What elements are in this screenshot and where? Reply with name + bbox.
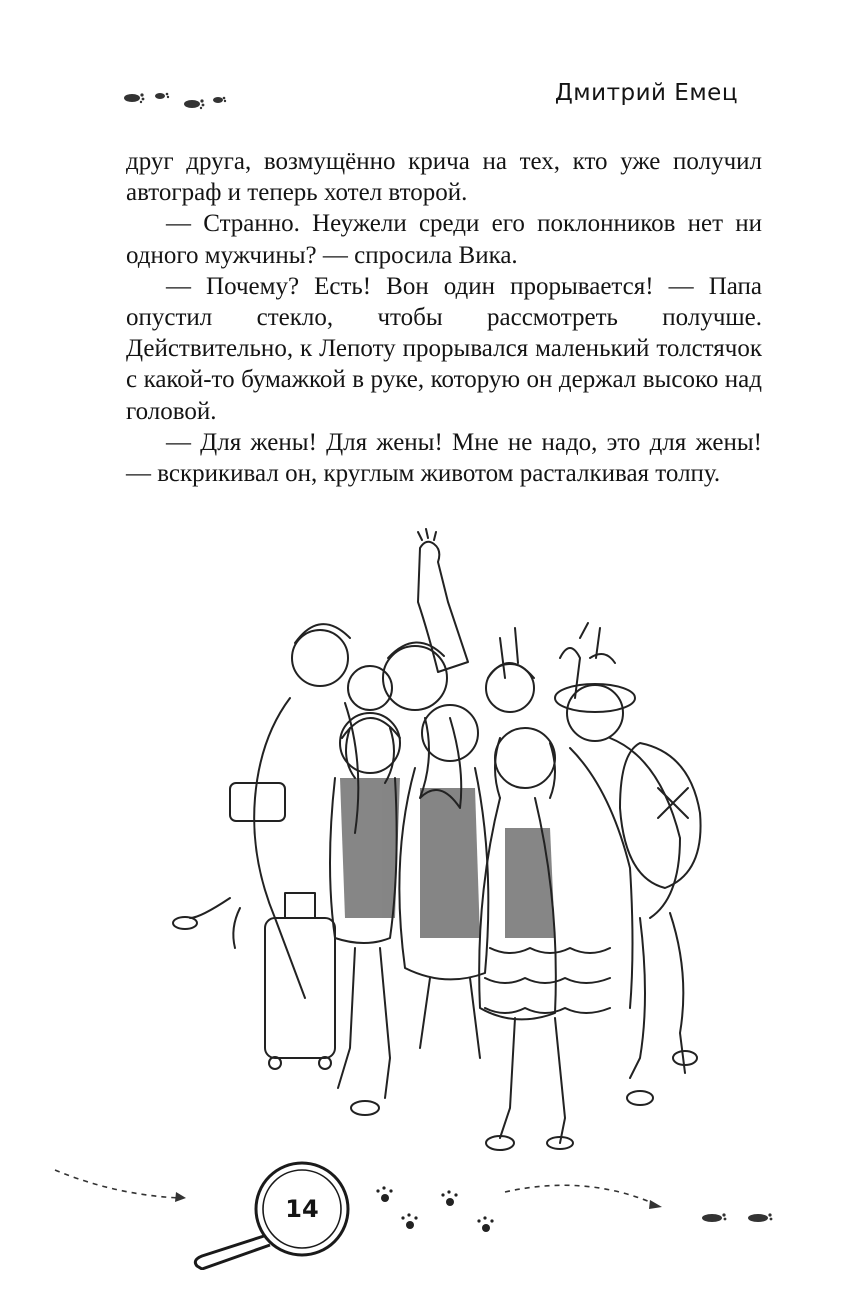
footprints-icon [702,1213,772,1222]
paw-prints-icon [376,1186,493,1232]
paragraph: друг друга, возмущённо крича на тех, кто уже получил автограф и теперь хотел второй. [126,148,762,207]
crowd-sketch-icon [170,528,770,1168]
dashed-arrow-icon [55,1170,180,1198]
paragraph: — Странно. Неужели среди его поклонников нет ни одного мужчины? — спросила Вика. [126,210,762,269]
paragraph: — Для жены! Для жены! Мне не надо, это для жены! — вскрикивал он, круглым животом расталкивая толпу. [126,428,762,488]
body-text [126,146,762,489]
page-footer [0,1160,844,1270]
running-header [118,78,738,118]
footprints-icon [118,82,228,114]
page-number: 14 [285,1195,319,1223]
paragraph: — Почему? Есть! Вон один прорывается! — Папа опустил стекло, чтобы рассмотреть получше. Действительно, к Лепоту прорывался маленький толстячок с какой-то бумажкой в руке, которую он держал высоко над головой. [126,272,762,425]
dashed-arrow-icon [505,1185,655,1204]
author-name: Дмитрий Емец [554,80,738,106]
